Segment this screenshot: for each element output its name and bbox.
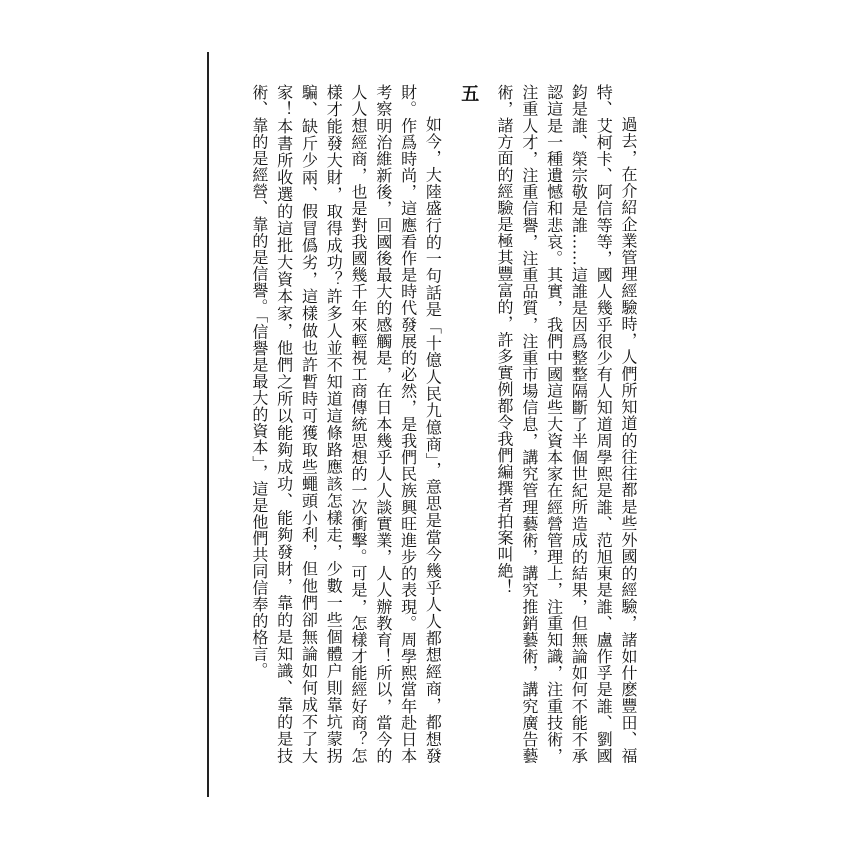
paragraph-section-five: 如今，大陸盛行的一句話是「十億人民九億商」，意思是當今幾乎人人都想經商，都想發財。作爲時尚，這應看作是時代發展的必然，是我們民族興旺進步的表現。周學熙當年赴日本考察明治維新後，回國後最大的感觸是，在日本幾乎人人談實業，人人辦教育！所以，當今的人人想經商，也是對我國幾千年來輕視工商傳統思想的一次衝擊。可是，怎樣才能經好商？怎樣才能發大財，取得成功？許多人並不知道這條路應該怎樣走，少數一些個體户則靠坑蒙拐騙、缺斤少兩、假冒僞劣，這樣做也許暫時可獲取些蠅頭小利，但他們卻無論如何成不了大家！本書所收選的這批大資本家，他們之所以能夠成功、能夠發財，靠的是知識、靠的是技術、靠的是經營、靠的是信譽。「信譽是最大的資本」，這是他們共同信奉的格言。	[249, 84, 443, 764]
vertical-text-block	[238, 84, 640, 764]
margin-rule	[207, 52, 209, 797]
section-heading: 五	[458, 84, 480, 103]
paragraph-intro: 過去，在介紹企業管理經驗時，人們所知道的往往都是些外國的經驗，諸如什麽豐田、福特、艾柯卡、阿信等等，國人幾乎很少有人知道周學熙是誰、范旭東是誰、盧作孚是誰、劉國鈞是誰、榮宗敬是誰……這誰是因爲整整隔斷了半個世紀所造成的結果，但無論如何不能不承認這是一種遺憾和悲哀。其實，我們中國這些大資本家在經營管理上，注重知識，注重技術，注重人才，注重信譽，注重品質，注重市場信息，講究管理藝術，講究推銷藝術，講究廣告藝術，諸方面的經驗是極其豐富的，許多實例都令我們編撰者拍案叫絶！	[495, 84, 638, 764]
